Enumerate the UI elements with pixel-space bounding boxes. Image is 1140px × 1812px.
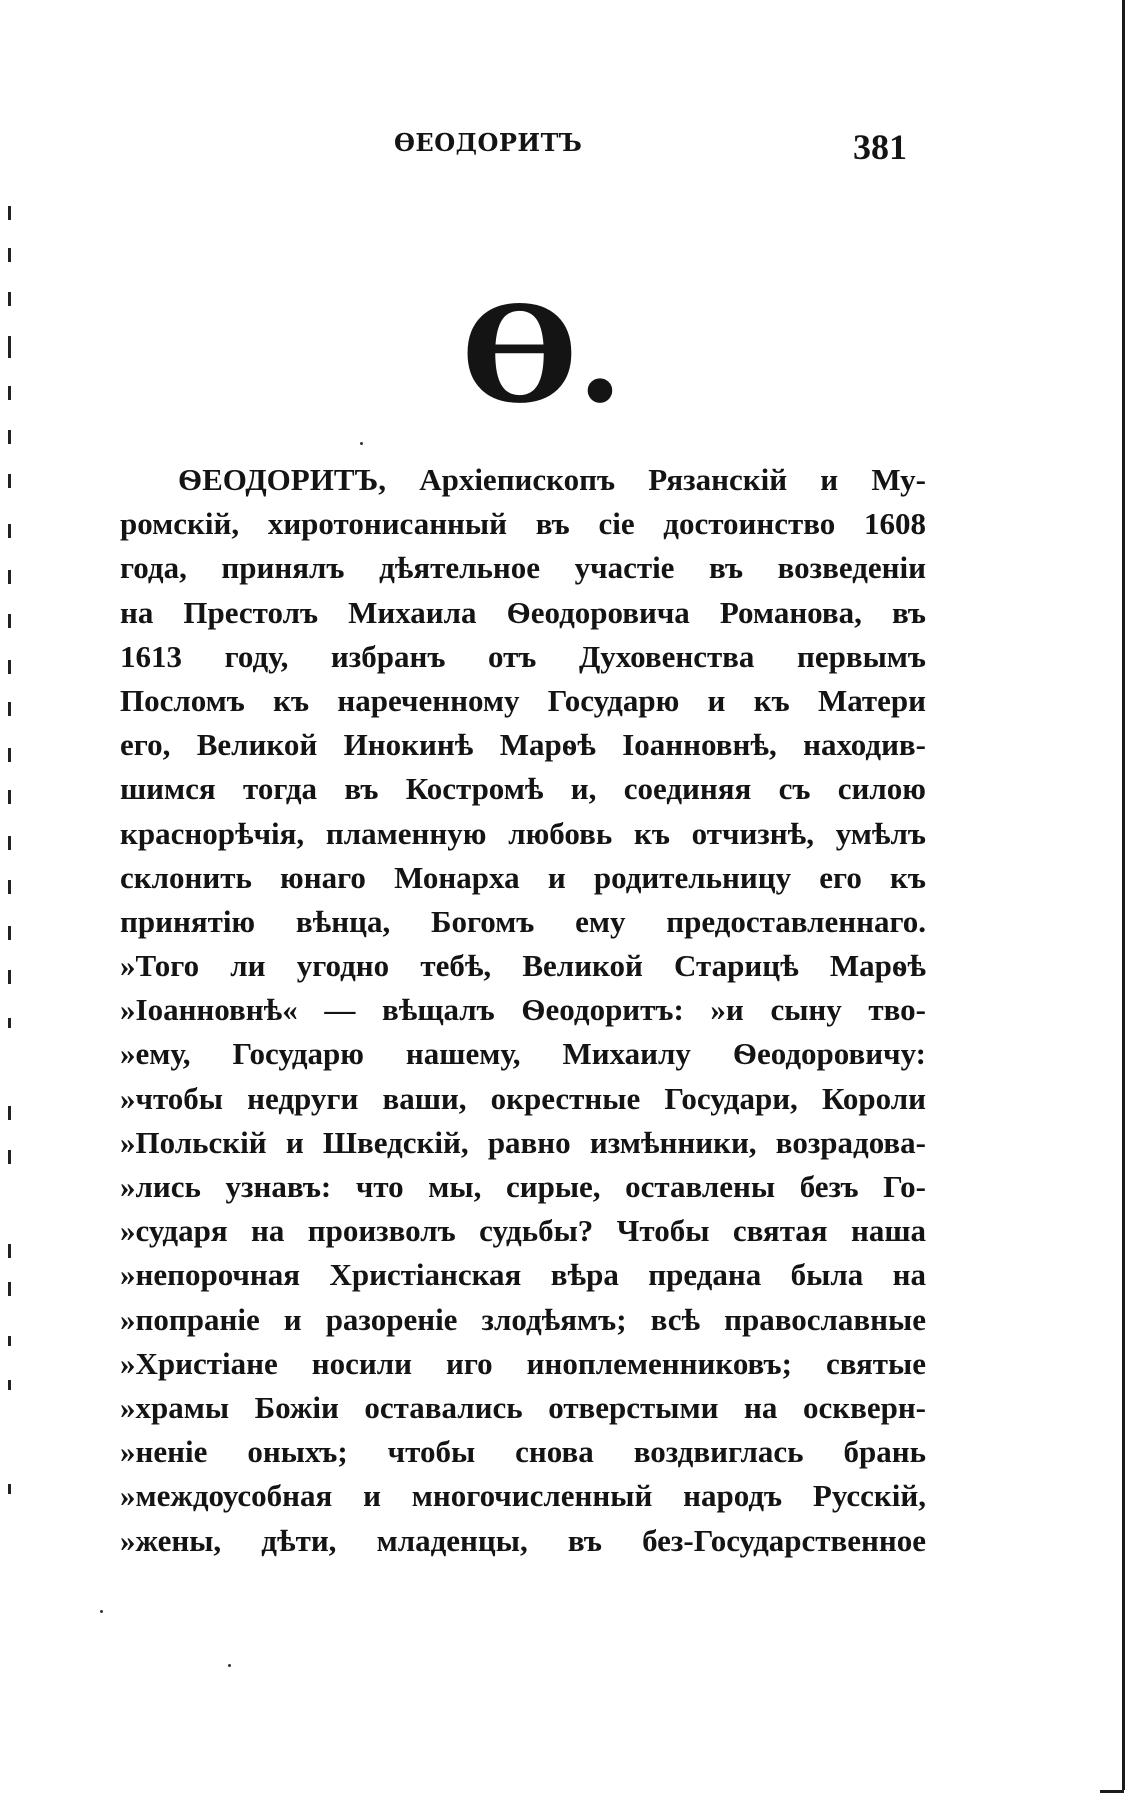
margin-mark: [8, 660, 11, 674]
text-line: »междоусобная и многочисленный народъ Русскій,: [120, 1478, 926, 1514]
text-line: принятію вѣнца, Богомъ ему предоставленнаго.: [120, 903, 926, 939]
margin-mark: [8, 880, 11, 894]
scan-speck: [228, 1664, 231, 1667]
running-title: ѲЕОДОРИТЪ: [394, 128, 583, 157]
margin-mark: [8, 206, 11, 220]
page-number: 381: [853, 127, 907, 167]
text-line: 1613 году, избранъ отъ Духовенства первымъ: [120, 638, 926, 674]
article-text: [120, 458, 926, 1563]
text-line: »непорочная Христіанская вѣра предана была на: [120, 1257, 926, 1293]
margin-mark: [8, 1106, 11, 1120]
text-line: »Польскій и Шведскій, равно измѣнники, возрадова-: [120, 1124, 926, 1160]
text-line: ромскій, хиротонисанный въ сіе достоинство 1608: [120, 506, 926, 542]
margin-mark: [8, 1282, 11, 1296]
text-line: »чтобы недруги ваши, окрестные Государи, Короли: [120, 1080, 926, 1116]
margin-mark: [8, 970, 11, 984]
text-line: »сударя на произволъ судьбы? Чтобы святая наша: [120, 1213, 926, 1249]
text-line: года, принялъ дѣятельное участіе въ возведеніи: [120, 550, 926, 586]
margin-mark: [8, 524, 11, 538]
margin-mark: [8, 702, 11, 716]
margin-mark: [8, 1484, 11, 1494]
margin-mark: [8, 1150, 11, 1164]
margin-mark: [8, 836, 11, 850]
margin-mark: [8, 926, 11, 940]
margin-mark: [8, 386, 11, 400]
page-edge-rule: [1122, 0, 1125, 1790]
text-line: склонить юнаго Монарха и родительницу его къ: [120, 859, 926, 895]
text-line: его, Великой Инокинѣ Марѳѣ Іоанновнѣ, находив-: [120, 727, 926, 763]
margin-mark: [8, 1336, 11, 1346]
text-line: »жены, дѣти, младенцы, въ без-Государственное: [120, 1522, 926, 1558]
margin-mark: [8, 570, 11, 584]
text-line: Посломъ къ нареченному Государю и къ Матери: [120, 682, 926, 718]
margin-mark: [8, 248, 11, 262]
text-line: »лись узнавъ: что мы, сирые, оставлены безъ Го-: [120, 1169, 926, 1204]
margin-mark: [8, 430, 11, 444]
page-edge-foot: [1100, 1790, 1124, 1793]
text-line: »неніе оныхъ; чтобы снова воздвиглась брань: [120, 1434, 926, 1470]
text-line: »Того ли угодно тебѣ, Великой Старицѣ Марѳѣ: [120, 948, 926, 984]
text-line: »Христіане носили иго иноплеменниковъ; святые: [120, 1345, 926, 1381]
margin-mark: [8, 1018, 11, 1028]
margin-mark: [8, 474, 11, 488]
text-line: шимся тогда въ Костромѣ и, соединяя съ силою: [120, 771, 926, 807]
text-line: краснорѣчія, пламенную любовь къ отчизнѣ, умѣлъ: [120, 815, 926, 851]
margin-mark: [8, 1244, 11, 1258]
scan-speck: [100, 1610, 103, 1613]
text-line: »храмы Божіи оставались отверстыми на оскверн-: [120, 1389, 926, 1425]
margin-mark: [8, 614, 11, 628]
text-line: »попраніе и разореніе злодѣямъ; всѣ православные: [120, 1301, 926, 1337]
section-letter: Ѳ.: [462, 278, 623, 433]
text-line: »Іоанновнѣ« — вѣщалъ Ѳеодоритъ: »и сыну тво-: [120, 992, 926, 1028]
text-line: на Престолъ Михаила Ѳеодоровича Романова, въ: [120, 594, 926, 630]
scan-speck: [360, 442, 363, 445]
margin-mark: [8, 748, 11, 762]
margin-mark: [8, 292, 11, 306]
margin-mark: [8, 1380, 11, 1390]
text-line: »ему, Государю нашему, Михаилу Ѳеодоровичу:: [120, 1036, 926, 1072]
text-line: ѲЕОДОРИТЪ, Архіепископъ Рязанскій и Му-: [178, 462, 926, 497]
margin-mark: [8, 790, 11, 804]
margin-mark: [8, 336, 11, 358]
